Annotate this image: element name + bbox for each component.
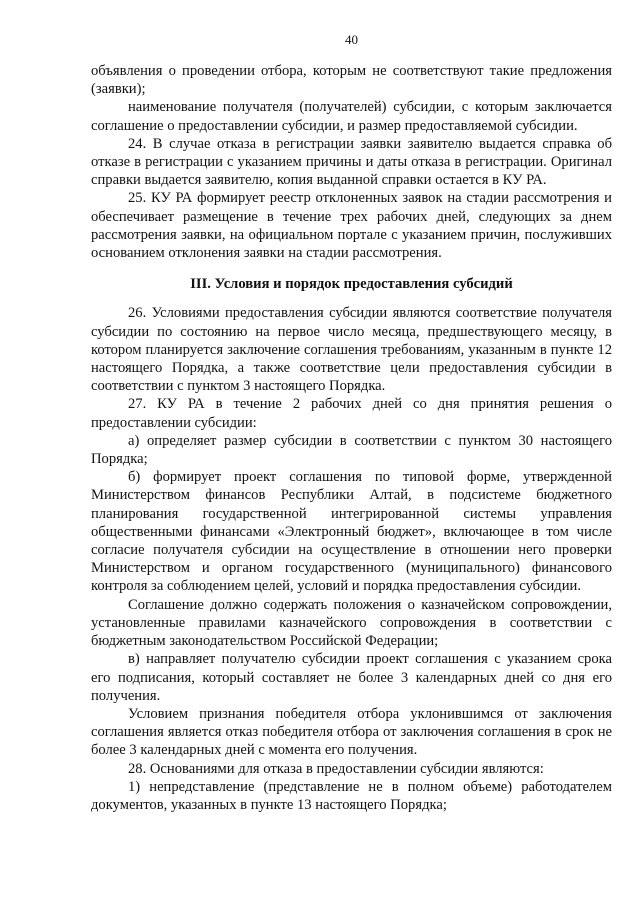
paragraph: Соглашение должно содержать положения о казначейском сопровождении, установленные правилами казначейского сопровождения в соответствии с бюджетным законодательством Российской Федерации; [91,596,612,650]
paragraphs-before-section [91,62,612,262]
document-body [91,62,612,814]
paragraph: а) определяет размер субсидии в соответствии с пунктом 30 настоящего Порядка; [91,432,612,468]
paragraph: 26. Условиями предоставления субсидии являются соответствие получателя субсидии по состоянию на первое число месяца, предшествующего месяцу, в котором планируется заключение соглашения требованиям, указанным в пункте 12 настоящего Порядка, а также соответствие цели предоставления субсидии в соответствии с пунктом 3 настоящего Порядка. [91,305,612,395]
paragraphs-after-section [91,304,612,814]
paragraph: 24. В случае отказа в регистрации заявки заявителю выдается справка об отказе в регистрации с указанием причины и даты отказа в регистрации. Оригинал справки выдается заявителю, копия выданной справки остается в КУ РА. [91,135,612,189]
paragraph: 28. Основаниями для отказа в предоставлении субсидии являются: [128,760,544,777]
paragraph: в) направляет получателю субсидии проект соглашения с указанием срока его подписания, который составляет не более 3 календарных дней со дня его получения. [91,651,612,704]
paragraph: Условием признания победителя отбора уклонившимся от заключения соглашения является отказ победителя отбора от заключения соглашения в срок не более 3 календарных дней с момента его получения. [91,705,612,759]
paragraph: 25. КУ РА формирует реестр отклоненных заявок на стадии рассмотрения и обеспечивает размещение в течение трех рабочих дней, следующих за днем рассмотрения заявки, на официальном портале с указанием причин, послуживших основанием отклонения заявки на стадии рассмотрения. [91,190,612,262]
page-number: 40 [345,32,358,47]
paragraph: 1) непредставление (представление не в полном объеме) работодателем документов, указанных в пункте 13 настоящего Порядка; [91,778,612,813]
section-heading: III. Условия и порядок предоставления субсидий [190,276,513,293]
paragraph: наименование получателя (получателей) субсидии, с которым заключается соглашение о предоставлении субсидии, и размер предоставляемой субсидии. [91,99,612,134]
paragraph: объявления о проведении отбора, которым не соответствуют такие предложения (заявки); [91,63,612,98]
paragraph: б) формирует проект соглашения по типовой форме, утвержденной Министерством финансов Республики Алтай, в подсистеме бюджетного планирования государственной интегрированной системы управления общественными финансами «Электронный бюджет», включающее в том числе согласие получателя субсидии на осуществление в отношении него проверки Министерством и органом государственного (муниципального) финансового контроля за соблюдением целей, условий и порядка предоставления субсидии. [91,469,612,595]
paragraph: 27. КУ РА в течение 2 рабочих дней со дня принятия решения о предоставлении субсидии: [91,396,612,431]
